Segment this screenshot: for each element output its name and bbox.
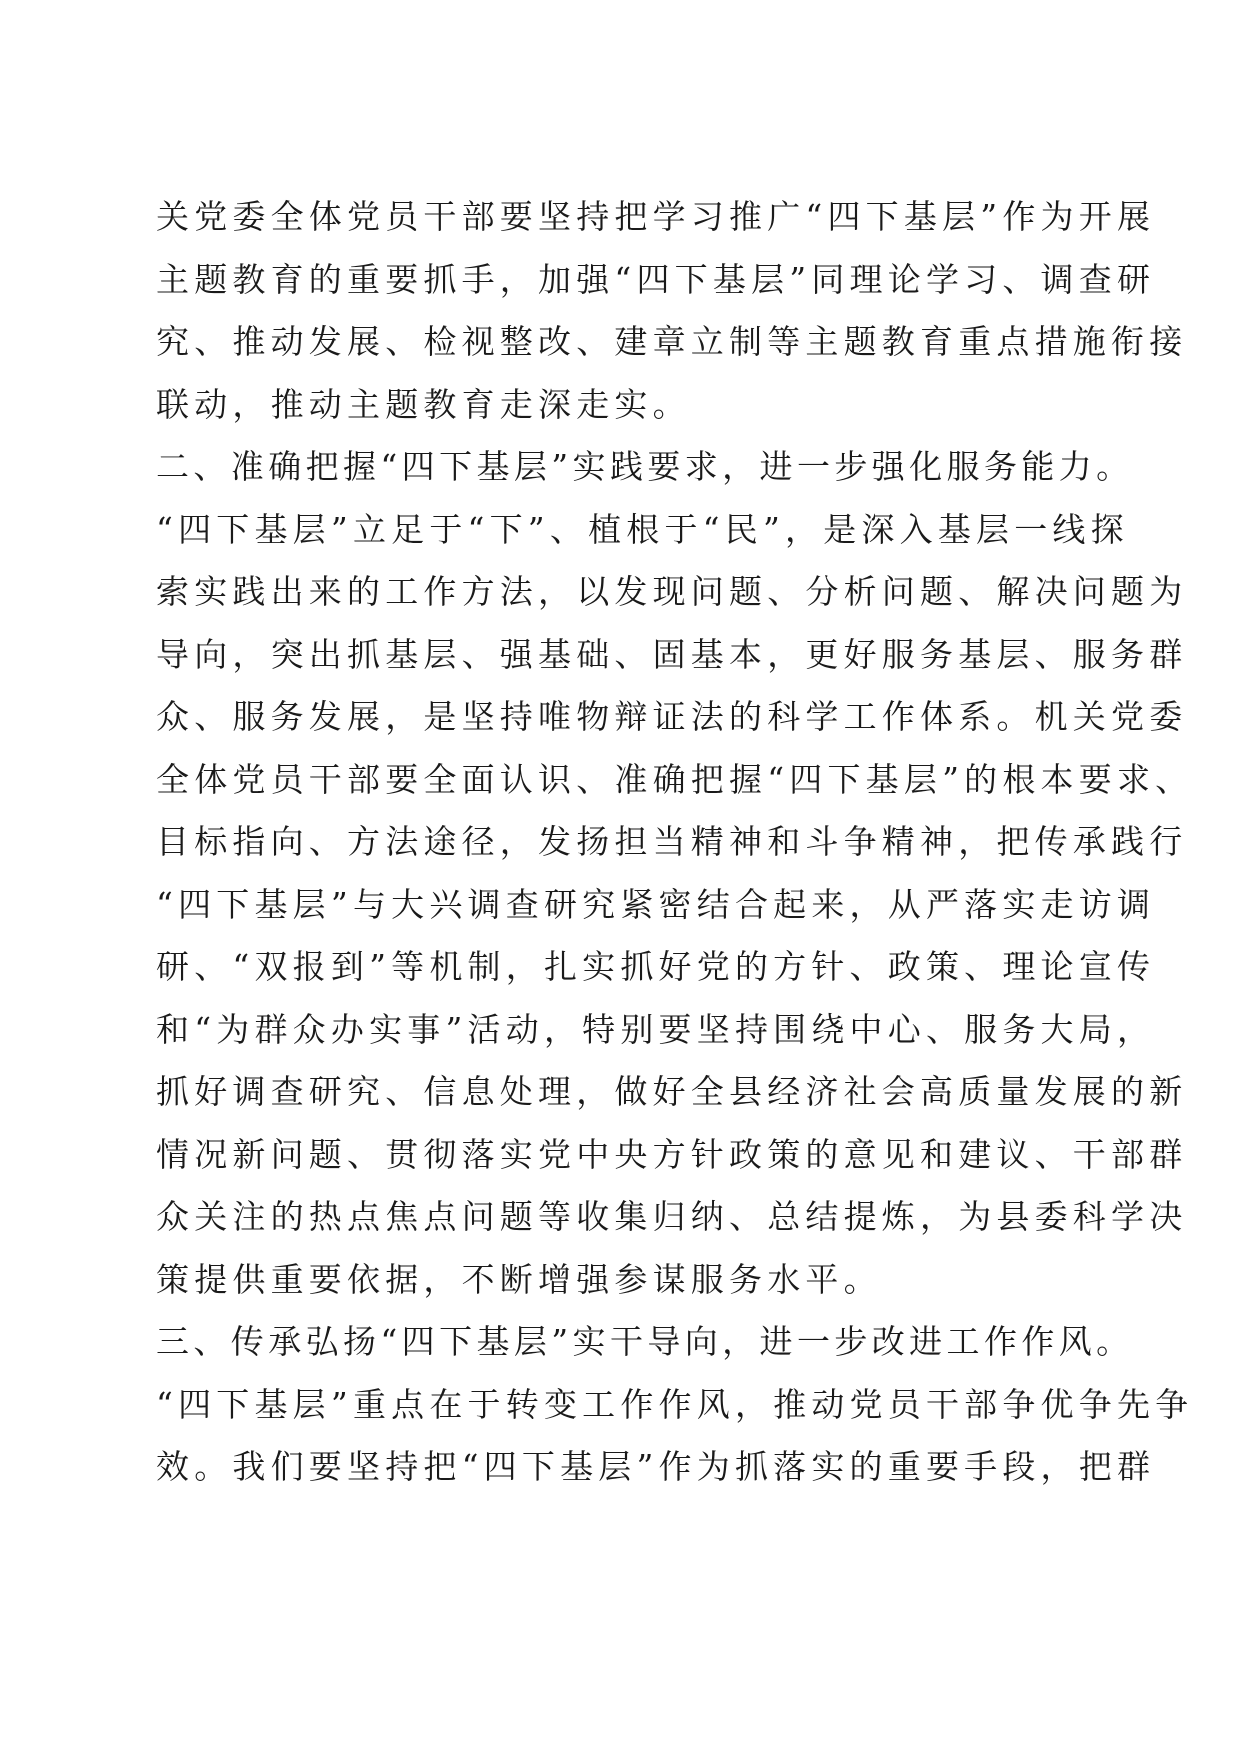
text-line: 情况新问题、贯彻落实党中央方针政策的意见和建议、干部群 (156, 1134, 1188, 1174)
text-line: 究、推动发展、检视整改、建章立制等主题教育重点措施衔接 (156, 322, 1188, 361)
text-line: “四下基层”重点在于转变工作作风，推动党员干部争优争先争 (156, 1384, 1194, 1424)
text-line: 关党委全体党员干部要坚持把学习推广“四下基层”作为开展 (156, 197, 1156, 236)
section-heading-3: 三、传承弘扬“四下基层”实干导向，进一步改进工作作风。 (156, 1322, 1134, 1361)
text-line: 众关注的热点焦点问题等收集归纳、总结提炼，为县委科学决 (156, 1197, 1188, 1236)
text-line: 效。我们要坚持把“四下基层”作为抓落实的重要手段，把群 (156, 1447, 1156, 1486)
text-line: 众、服务发展，是坚持唯物辩证法的科学工作体系。机关党委 (156, 697, 1188, 736)
text-line: 研、“双报到”等机制，扎实抓好党的方针、政策、理论宣传 (156, 947, 1156, 986)
text-line: “四下基层”立足于“下”、植根于“民”，是深入基层一线探 (156, 509, 1129, 549)
text-line: 主题教育的重要抓手，加强“四下基层”同理论学习、调查研 (156, 259, 1156, 299)
text-line: 导向，突出抓基层、强基础、固基本，更好服务基层、服务群 (156, 634, 1188, 674)
text-line: 和“为群众办实事”活动，特别要坚持围绕中心、服务大局， (156, 1009, 1156, 1049)
text-line: 策提供重要依据，不断增强参谋服务水平。 (156, 1259, 882, 1299)
section-heading-2: 二、准确把握“四下基层”实践要求，进一步强化服务能力。 (156, 447, 1134, 486)
body-text (156, 186, 1194, 1499)
text-line: “四下基层”与大兴调查研究紧密结合起来，从严落实走访调 (156, 884, 1156, 924)
text-line: 联动，推动主题教育走深走实。 (156, 384, 691, 424)
text-line: 索实践出来的工作方法，以发现问题、分析问题、解决问题为 (156, 572, 1188, 611)
text-line: 抓好调查研究、信息处理，做好全县经济社会高质量发展的新 (156, 1072, 1188, 1111)
text-line: 全体党员干部要全面认识、准确把握“四下基层”的根本要求、 (156, 759, 1194, 799)
text-line: 目标指向、方法途径，发扬担当精神和斗争精神，把传承践行 (156, 822, 1188, 861)
